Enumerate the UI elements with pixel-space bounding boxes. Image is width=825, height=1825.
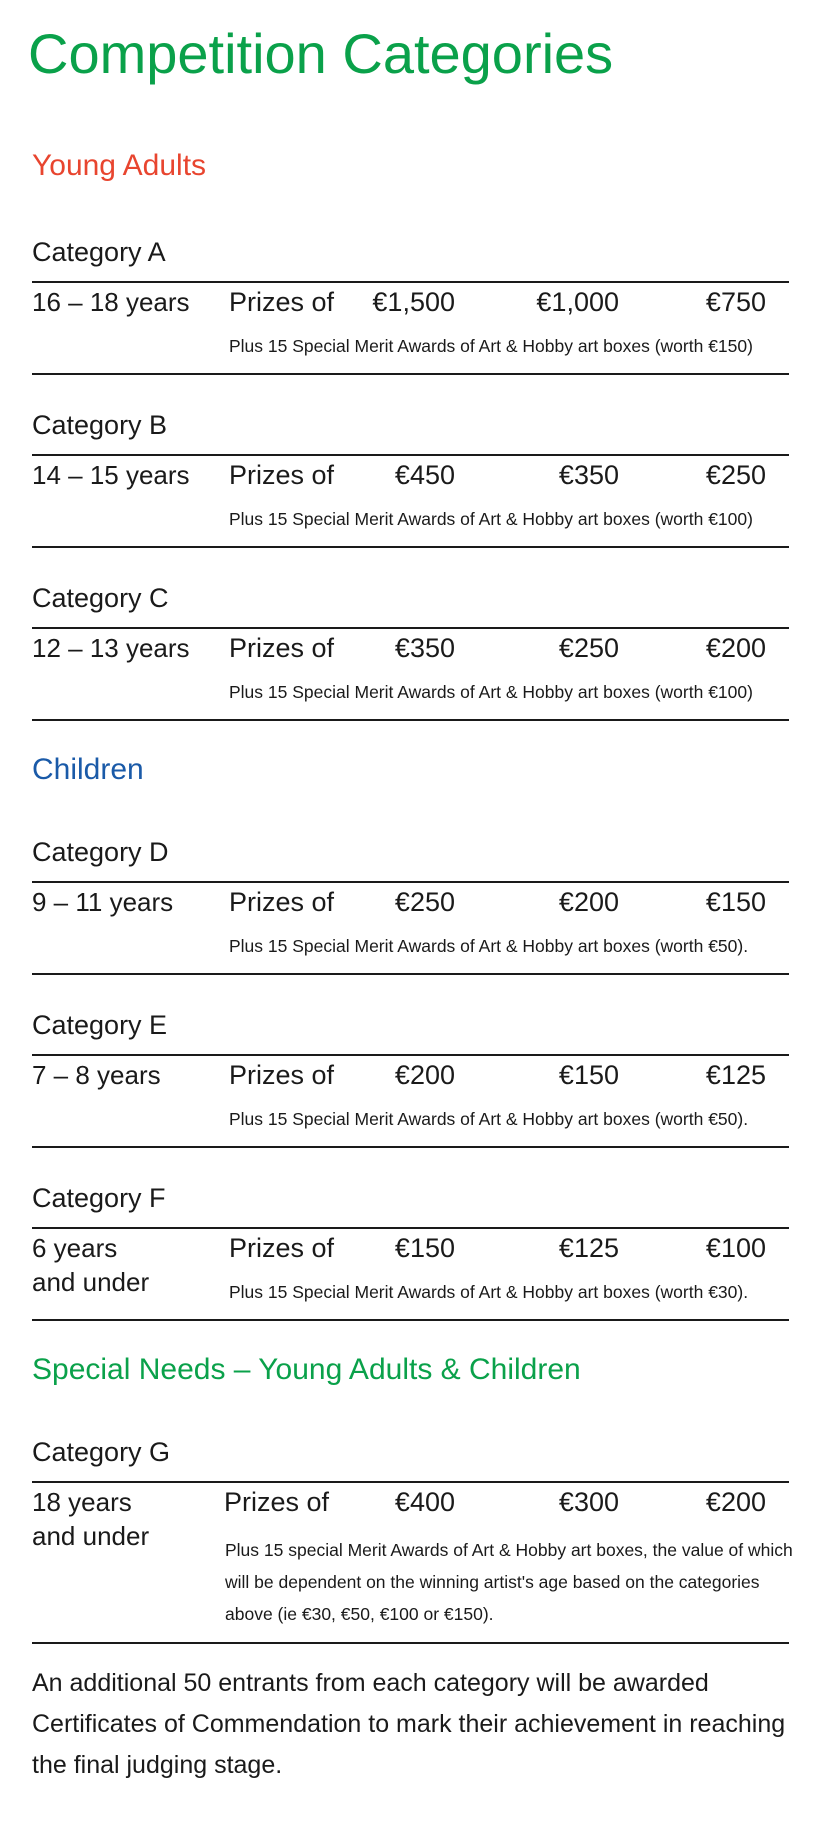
category-a-note: Plus 15 Special Merit Awards of Art & Hobby art boxes (worth €150) (229, 336, 753, 356)
category-e-title: Category E (32, 1010, 168, 1040)
commendation-paragraph: An additional 50 entrants from each category will be awarded Certificates of Commendation to mark their achievement in reaching the final judging stage. (32, 1669, 786, 1779)
category-a-title: Category A (32, 237, 166, 267)
category-f-top-rule (32, 1227, 789, 1229)
category-g-top-rule (32, 1481, 789, 1483)
category-f-title: Category F (32, 1183, 166, 1213)
category-f-prizes-label: Prizes of (229, 1233, 335, 1263)
category-d-prize-2: €200 (558, 887, 619, 917)
category-c-top-rule (32, 627, 789, 629)
category-d-top-rule (32, 881, 789, 883)
category-e-prize-1: €200 (394, 1060, 455, 1090)
category-g-title: Category G (32, 1437, 171, 1467)
category-g-age (32, 1485, 149, 1553)
category-b-age-line: 14 – 15 years (32, 460, 190, 490)
category-a-age-line: 16 – 18 years (32, 287, 190, 317)
group-heading-special-needs: Special Needs – Young Adults & Children (32, 1353, 581, 1386)
category-g-prize-2: €300 (558, 1487, 619, 1517)
category-e-prize-2: €150 (558, 1060, 619, 1090)
category-d-note: Plus 15 Special Merit Awards of Art & Hobby art boxes (worth €50). (229, 936, 749, 956)
category-d-prize-3: €150 (705, 887, 766, 917)
category-a-bottom-rule (32, 373, 789, 375)
category-a-prize-2: €1,000 (536, 287, 619, 317)
category-c-age-line: 12 – 13 years (32, 633, 190, 663)
category-a-top-rule (32, 281, 789, 283)
category-g-age-line-1: 18 years (32, 1487, 132, 1517)
category-d-prizes-label: Prizes of (229, 887, 335, 917)
category-e-age (32, 1058, 161, 1092)
category-f-note: Plus 15 Special Merit Awards of Art & Hobby art boxes (worth €30). (229, 1282, 749, 1302)
category-c-prize-3: €200 (705, 633, 766, 663)
category-d-age (32, 885, 173, 919)
category-c-age (32, 631, 190, 665)
category-g-age-line-2: and under (32, 1521, 150, 1551)
category-b-title: Category B (32, 410, 168, 440)
category-d-bottom-rule (32, 973, 789, 975)
category-a-prizes-label: Prizes of (229, 287, 335, 317)
category-c-note: Plus 15 Special Merit Awards of Art & Hobby art boxes (worth €100) (229, 682, 753, 702)
group-heading-young-adults: Young Adults (32, 149, 207, 182)
category-f-prize-1: €150 (394, 1233, 455, 1263)
category-c-prize-1: €350 (394, 633, 455, 663)
category-e-top-rule (32, 1054, 789, 1056)
category-d-title: Category D (32, 837, 169, 867)
category-a-age (32, 285, 190, 319)
category-g-prize-1: €400 (394, 1487, 455, 1517)
category-f-age (32, 1231, 149, 1299)
page-title: Competition Categories (28, 22, 614, 85)
category-e-prizes-label: Prizes of (229, 1060, 335, 1090)
category-g-prizes-label: Prizes of (224, 1487, 330, 1517)
category-f-prize-3: €100 (705, 1233, 766, 1263)
category-f-age-line-2: and under (32, 1267, 150, 1297)
category-b-prize-2: €350 (558, 460, 619, 490)
category-b-note: Plus 15 Special Merit Awards of Art & Hobby art boxes (worth €100) (229, 509, 753, 529)
category-g-prize-3: €200 (705, 1487, 766, 1517)
category-b-prize-1: €450 (394, 460, 455, 490)
category-c-title: Category C (32, 583, 169, 613)
category-f-age-line-1: 6 years (32, 1233, 118, 1263)
category-e-bottom-rule (32, 1146, 789, 1148)
category-f-bottom-rule (32, 1319, 789, 1321)
category-c-prizes-label: Prizes of (229, 633, 335, 663)
category-c-prize-2: €250 (558, 633, 619, 663)
category-c-bottom-rule (32, 719, 789, 721)
group-heading-children: Children (32, 753, 144, 786)
category-b-prizes-label: Prizes of (229, 460, 335, 490)
category-d-age-line: 9 – 11 years (32, 887, 174, 917)
category-g-note: Plus 15 special Merit Awards of Art & Hobby art boxes, the value of which will be dependent on the winning artist's age based on the categories above (ie €30, €50, €100 or €150). (225, 1540, 793, 1624)
category-b-bottom-rule (32, 546, 789, 548)
category-e-prize-3: €125 (705, 1060, 766, 1090)
category-b-age (32, 458, 190, 492)
category-f-prize-2: €125 (558, 1233, 619, 1263)
category-b-top-rule (32, 454, 789, 456)
category-a-prize-1: €1,500 (372, 287, 455, 317)
category-b-prize-3: €250 (705, 460, 766, 490)
category-e-note: Plus 15 Special Merit Awards of Art & Hobby art boxes (worth €50). (229, 1109, 749, 1129)
category-a-prize-3: €750 (705, 287, 766, 317)
category-d-prize-1: €250 (394, 887, 455, 917)
category-e-age-line: 7 – 8 years (32, 1060, 161, 1090)
category-g-bottom-rule (32, 1642, 789, 1644)
